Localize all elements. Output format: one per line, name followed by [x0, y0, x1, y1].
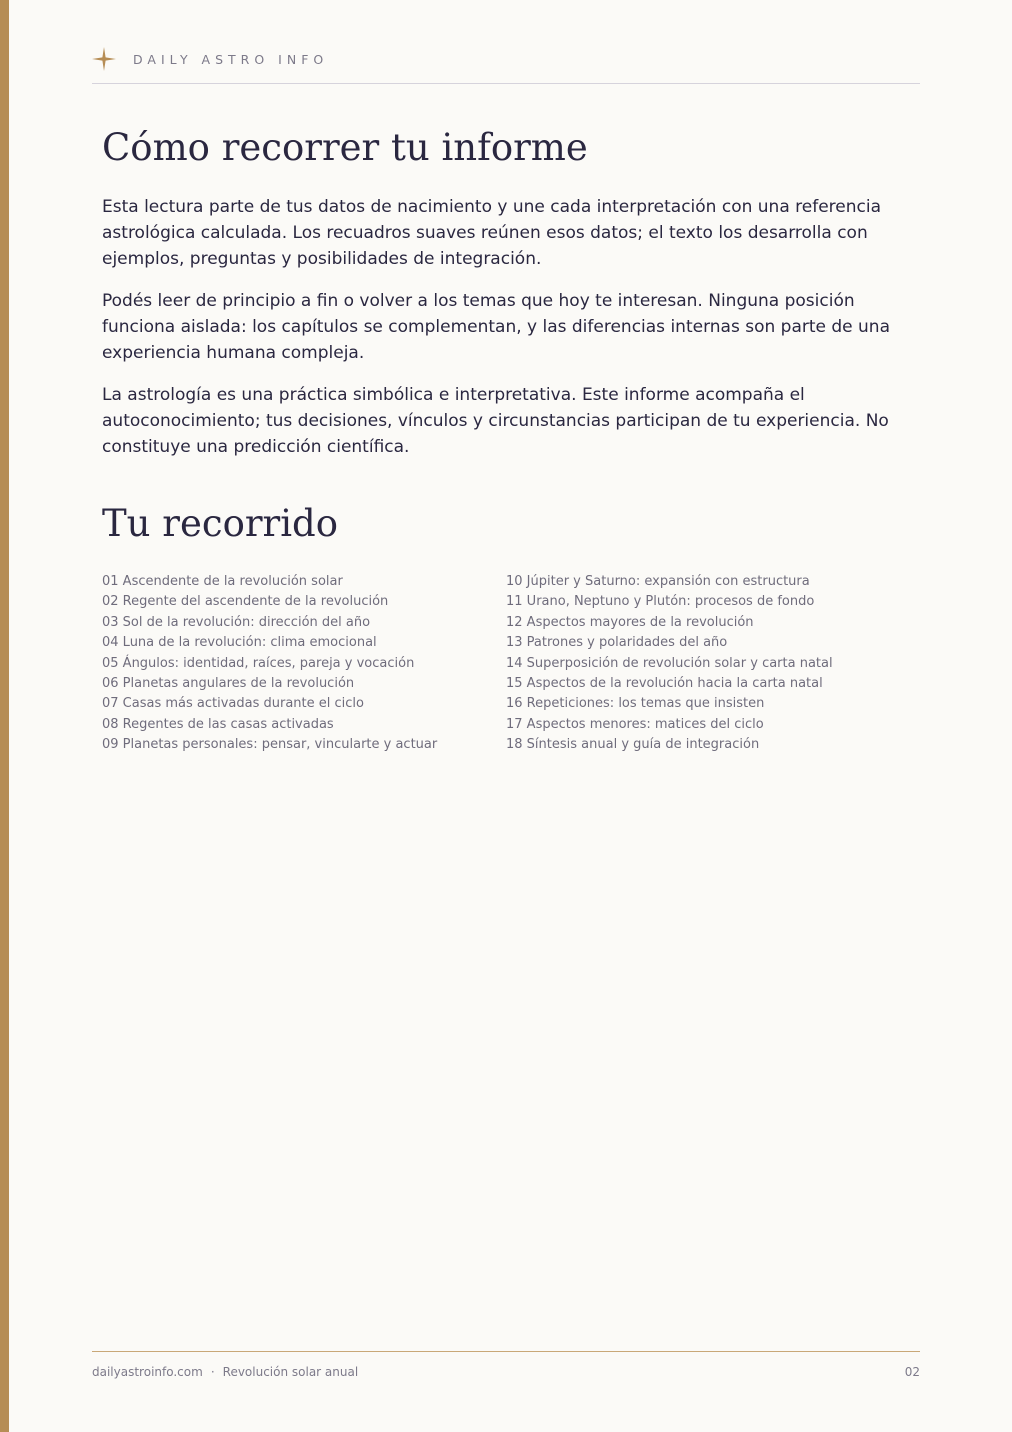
page-header — [92, 44, 920, 84]
toc-item[interactable]: 02 Regente del ascendente de la revolución — [102, 594, 389, 610]
toc-item[interactable]: 17 Aspectos menores: matices del ciclo — [506, 716, 764, 732]
toc-item[interactable]: 18 Síntesis anual y guía de integración — [506, 737, 760, 753]
footer-site[interactable]: dailyastroinfo.com — [92, 1365, 203, 1379]
paragraph: Podés leer de principio a fin o volver a los temas que hoy te interesan. Ninguna posición funciona aislada: los capítulos se complementan, y las diferencias internas son parte de una experiencia humana compleja. — [102, 291, 890, 363]
paragraph: La astrología es una práctica simbólica e interpretativa. Este informe acompaña el autoconocimiento; tus decisiones, vínculos y circunstancias participan de tu experiencia. No constituye una predicción científica. — [102, 385, 889, 457]
toc-column-left — [102, 572, 506, 756]
toc-column-right — [506, 572, 917, 756]
toc-item[interactable]: 06 Planetas angulares de la revolución — [102, 676, 355, 692]
left-accent-bar — [0, 0, 9, 1432]
toc-item[interactable]: 07 Casas más activadas durante el ciclo — [102, 696, 364, 712]
toc-item[interactable]: 10 Júpiter y Saturno: expansión con estructura — [506, 574, 810, 589]
toc-item[interactable]: 01 Ascendente de la revolución solar — [102, 574, 343, 589]
footer-separator: · — [210, 1365, 215, 1379]
toc-item[interactable]: 14 Superposición de revolución solar y carta natal — [506, 655, 833, 671]
page-footer — [92, 1351, 920, 1379]
toc-item[interactable]: 16 Repeticiones: los temas que insisten — [506, 696, 765, 712]
toc-item[interactable]: 12 Aspectos mayores de la revolución — [506, 614, 754, 630]
footer-left — [92, 1365, 358, 1379]
four-point-star-icon — [92, 47, 116, 71]
toc-item[interactable]: 09 Planetas personales: pensar, vincularte y actuar — [102, 737, 438, 753]
toc-item[interactable]: 08 Regentes de las casas activadas — [102, 716, 334, 732]
section-title-route: Tu recorrido — [102, 502, 339, 545]
toc-item[interactable]: 13 Patrones y polaridades del año — [506, 635, 728, 651]
page-number: 02 — [904, 1365, 920, 1379]
footer-report-name: Revolución solar anual — [222, 1365, 359, 1379]
brand-name: DAILY ASTRO INFO — [133, 52, 329, 67]
toc-item[interactable]: 11 Urano, Neptuno y Plutón: procesos de fondo — [506, 594, 815, 610]
intro-paragraphs — [102, 194, 917, 476]
toc-item[interactable]: 03 Sol de la revolución: dirección del año — [102, 614, 371, 630]
paragraph: Esta lectura parte de tus datos de nacimiento y une cada interpretación con una referencia astrológica calculada. Los recuadros suaves reúnen esos datos; el texto los desarrolla con ejemplos, preguntas y posibilidades de integración. — [102, 197, 881, 269]
toc-item[interactable]: 05 Ángulos: identidad, raíces, pareja y vocación — [102, 655, 415, 671]
section-title-how-to-read: Cómo recorrer tu informe — [102, 126, 588, 169]
toc-item[interactable]: 04 Luna de la revolución: clima emocional — [102, 635, 377, 651]
table-of-contents — [102, 572, 917, 756]
toc-item[interactable]: 15 Aspectos de la revolución hacia la carta natal — [506, 676, 823, 692]
